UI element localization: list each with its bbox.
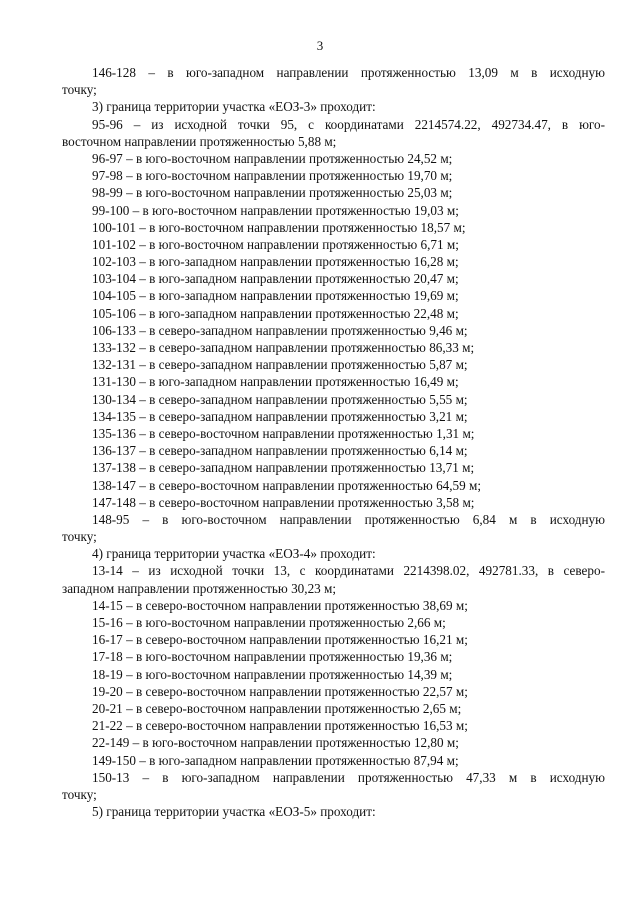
text-line: западном направлении протяженностью 30,23 м; (62, 580, 337, 596)
text-line: восточном направлении протяженностью 5,88 м; (62, 133, 337, 149)
text-line: 17-18 – в юго-восточном направлении протяженностью 19,36 м; (92, 649, 453, 665)
text-line: 135-136 – в северо-восточном направлении протяженностью 1,31 м; (92, 425, 475, 441)
text-line: 105-106 – в юго-западном направлении протяженностью 22,48 м; (92, 305, 459, 321)
text-line: 98-99 – в юго-восточном направлении протяженностью 25,03 м; (92, 185, 453, 201)
text-line: точку; (62, 786, 97, 802)
text-line: 20-21 – в северо-восточном направлении протяженностью 2,65 м; (92, 700, 462, 716)
text-line: 136-137 – в северо-западном направлении протяженностью 6,14 м; (92, 443, 468, 459)
text-line: 16-17 – в северо-восточном направлении протяженностью 16,21 м; (92, 632, 468, 648)
text-line: 102-103 – в юго-западном направлении протяженностью 16,28 м; (92, 254, 459, 270)
text-line: 104-105 – в юго-западном направлении протяженностью 19,69 м; (92, 288, 459, 304)
text-line: 97-98 – в юго-восточном направлении протяженностью 19,70 м; (92, 168, 453, 184)
text-line: 22-149 – в юго-восточном направлении протяженностью 12,80 м; (92, 735, 459, 751)
text-line: 147-148 – в северо-восточном направлении протяженностью 3,58 м; (92, 494, 475, 510)
text-line: 137-138 – в северо-западном направлении протяженностью 13,71 м; (92, 460, 475, 476)
text-line: 149-150 – в юго-западном направлении протяженностью 87,94 м; (92, 752, 459, 768)
text-line: 131-130 – в юго-западном направлении протяженностью 16,49 м; (92, 374, 459, 390)
text-line: 133-132 – в северо-западном направлении протяженностью 86,33 м; (92, 340, 475, 355)
text-line: 138-147 – в северо-восточном направлении протяженностью 64,59 м; (92, 477, 482, 493)
text-line: 101-102 – в юго-восточном направлении протяженностью 6,71 м; (92, 236, 459, 252)
document-body (62, 64, 605, 820)
text-line: 96-97 – в юго-восточном направлении протяженностью 24,52 м; (92, 150, 453, 166)
text-line: 95-96 – из исходной точки 95, с координатами 2214574.22, 492734.47, в юго- (92, 116, 605, 132)
text-line: 13-14 – из исходной точки 13, с координатами 2214398.02, 492781.33, в северо- (92, 563, 605, 579)
text-line: точку; (62, 82, 97, 98)
text-line: 148-95 – в юго-восточном направлении протяженностью 6,84 м в исходную (92, 511, 605, 527)
text-line: 21-22 – в северо-восточном направлении протяженностью 16,53 м; (92, 718, 468, 734)
text-line: точку; (62, 529, 97, 545)
text-line: 3) граница территории участка «ЕОЗ-3» проходит: (92, 99, 376, 115)
text-line: 146-128 – в юго-западном направлении протяженностью 13,09 м в исходную (92, 65, 605, 80)
text-line: 132-131 – в северо-западном направлении протяженностью 5,87 м; (92, 357, 468, 373)
text-line: 103-104 – в юго-западном направлении протяженностью 20,47 м; (92, 271, 459, 287)
text-line: 99-100 – в юго-восточном направлении протяженностью 19,03 м; (92, 202, 459, 218)
text-line: 134-135 – в северо-западном направлении протяженностью 3,21 м; (92, 408, 468, 424)
text-line: 106-133 – в северо-западном направлении протяженностью 9,46 м; (92, 322, 468, 338)
page-number: 3 (316, 38, 324, 53)
text-line: 130-134 – в северо-западном направлении протяженностью 5,55 м; (92, 391, 468, 407)
text-line: 5) граница территории участка «ЕОЗ-5» проходит: (92, 804, 376, 820)
text-line: 19-20 – в северо-восточном направлении протяженностью 22,57 м; (92, 683, 468, 699)
text-line: 14-15 – в северо-восточном направлении протяженностью 38,69 м; (92, 597, 468, 613)
text-line: 150-13 – в юго-западном направлении протяженностью 47,33 м в исходную (92, 769, 605, 785)
text-line: 15-16 – в юго-восточном направлении протяженностью 2,66 м; (92, 615, 446, 630)
text-line: 4) граница территории участка «ЕОЗ-4» проходит: (92, 546, 376, 562)
text-line: 100-101 – в юго-восточном направлении протяженностью 18,57 м; (92, 219, 466, 235)
text-line: 18-19 – в юго-восточном направлении протяженностью 14,39 м; (92, 666, 453, 682)
